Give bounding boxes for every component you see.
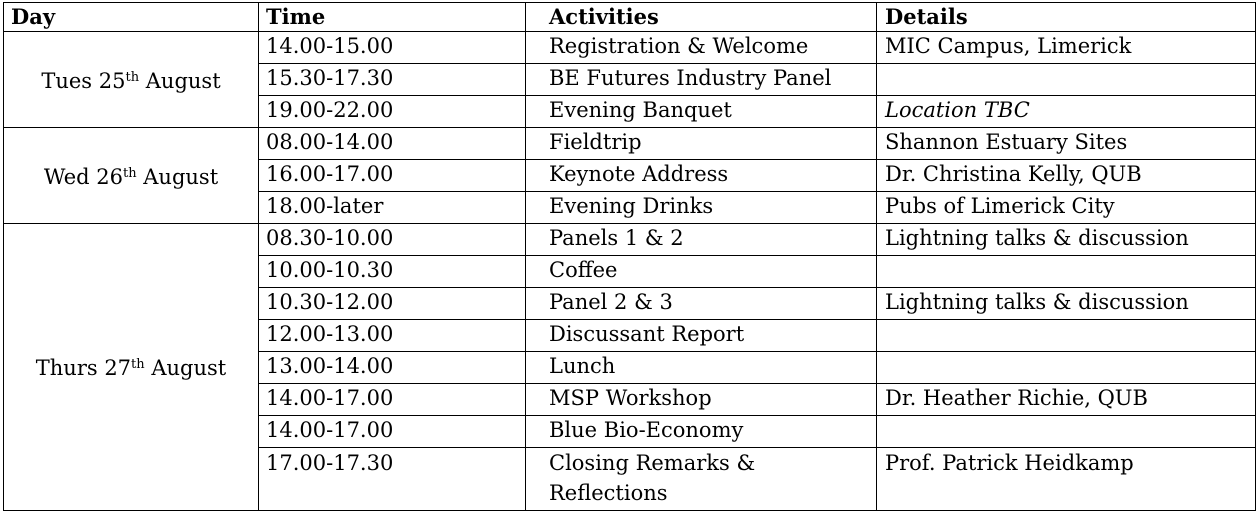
activity-cell: Keynote Address [526, 160, 877, 192]
header-time: Time [259, 3, 526, 32]
day-ordinal-suffix: th [125, 69, 140, 85]
activity-cell: Panels 1 & 2 [526, 224, 877, 256]
table-row [4, 224, 1256, 256]
day-month: August [136, 164, 219, 189]
details-cell [877, 416, 1256, 448]
time-cell: 14.00-17.00 [259, 416, 526, 448]
activity-cell: Panel 2 & 3 [526, 288, 877, 320]
details-cell: Shannon Estuary Sites [877, 128, 1256, 160]
details-cell: Dr. Heather Richie, QUB [877, 384, 1256, 416]
time-cell: 19.00-22.00 [259, 96, 526, 128]
time-cell: 10.30-12.00 [259, 288, 526, 320]
day-ordinal-suffix: th [131, 357, 145, 372]
activity-cell: Evening Drinks [526, 192, 877, 224]
day-month: August [144, 356, 227, 380]
time-cell: 18.00-later [259, 192, 526, 224]
details-cell [877, 256, 1256, 288]
details-cell: MIC Campus, Limerick [877, 32, 1256, 64]
schedule-body [4, 32, 1256, 511]
activity-cell: MSP Workshop [526, 384, 877, 416]
time-cell: 08.00-14.00 [259, 128, 526, 160]
table-row [4, 128, 1256, 160]
time-cell: 13.00-14.00 [259, 352, 526, 384]
day-cell [4, 32, 259, 128]
details-cell: Dr. Christina Kelly, QUB [877, 160, 1256, 192]
day-label: Tues 25 [41, 68, 126, 93]
activity-cell: Discussant Report [526, 320, 877, 352]
details-cell: Location TBC [877, 96, 1256, 128]
table-row [4, 32, 1256, 64]
activity-cell: Blue Bio-Economy [526, 416, 877, 448]
activity-cell: Coffee [526, 256, 877, 288]
activity-cell: Registration & Welcome [526, 32, 877, 64]
day-cell [4, 128, 259, 224]
time-cell: 14.00-17.00 [259, 384, 526, 416]
day-ordinal-suffix: th [122, 165, 137, 181]
activity-cell: Lunch [526, 352, 877, 384]
activity-cell: Closing Remarks & Reflections [526, 448, 877, 511]
header-day: Day [4, 3, 259, 32]
activity-cell: Fieldtrip [526, 128, 877, 160]
activity-cell: Evening Banquet [526, 96, 877, 128]
time-cell: 12.00-13.00 [259, 320, 526, 352]
details-cell [877, 64, 1256, 96]
schedule-table [3, 2, 1256, 511]
day-label: Wed 26 [43, 164, 123, 189]
header-details: Details [877, 3, 1256, 32]
header-activities: Activities [526, 3, 877, 32]
details-cell: Lightning talks & discussion [877, 288, 1256, 320]
time-cell: 16.00-17.00 [259, 160, 526, 192]
activity-cell: BE Futures Industry Panel [526, 64, 877, 96]
details-cell: Pubs of Limerick City [877, 192, 1256, 224]
time-cell: 17.00-17.30 [259, 448, 526, 511]
schedule-container [3, 2, 1256, 511]
details-cell [877, 320, 1256, 352]
day-month: August [139, 68, 221, 93]
day-label: Thurs 27 [35, 356, 132, 380]
header-row [4, 3, 1256, 32]
details-cell [877, 352, 1256, 384]
time-cell: 14.00-15.00 [259, 32, 526, 64]
time-cell: 08.30-10.00 [259, 224, 526, 256]
details-cell: Prof. Patrick Heidkamp [877, 448, 1256, 511]
details-cell: Lightning talks & discussion [877, 224, 1256, 256]
time-cell: 10.00-10.30 [259, 256, 526, 288]
day-cell [4, 224, 259, 511]
time-cell: 15.30-17.30 [259, 64, 526, 96]
